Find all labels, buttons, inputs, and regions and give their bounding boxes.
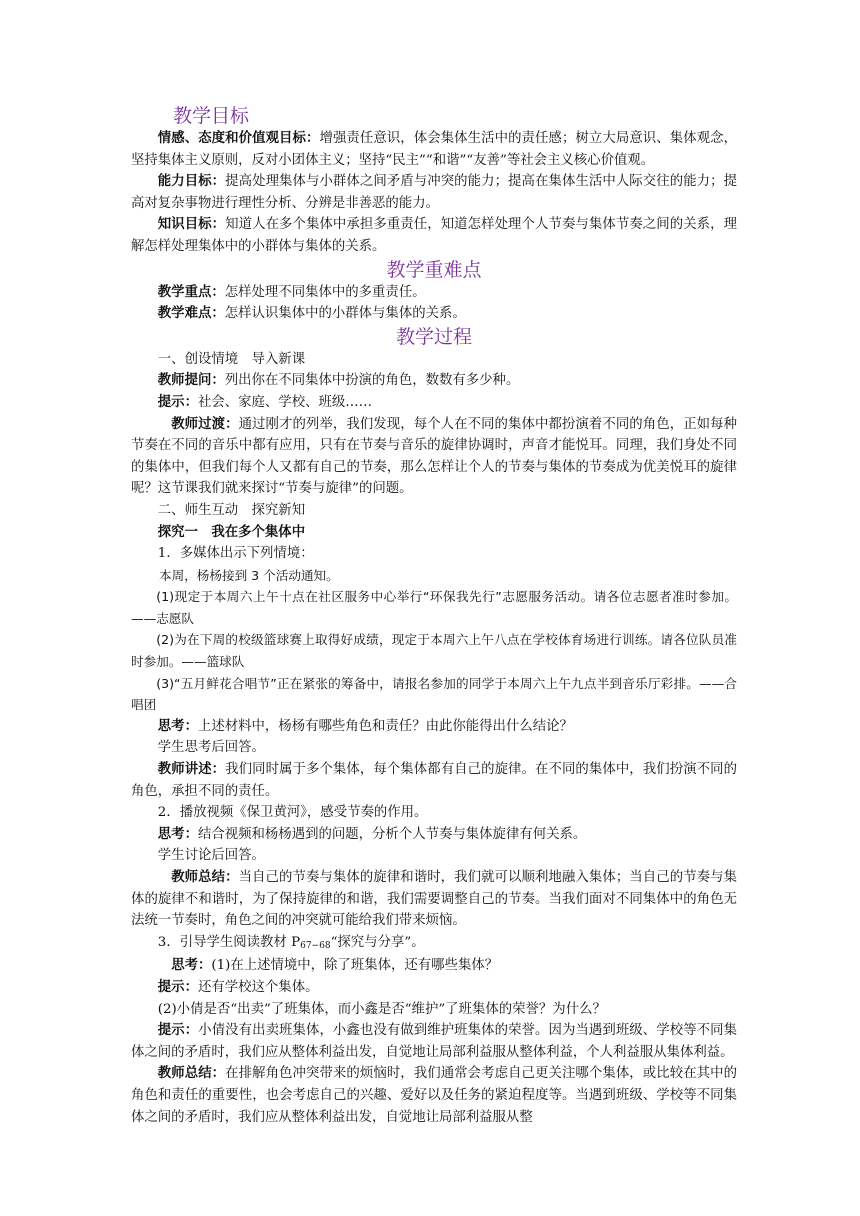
think-three-text: (1)在上述情境中，除了班集体，还有哪些集体？ bbox=[211, 958, 499, 974]
hint-two-text: 还有学校这个集体。 bbox=[197, 979, 319, 995]
step-two: 二、师生互动 探究新知 bbox=[157, 502, 306, 518]
heading-teaching-goals: 教学目标 bbox=[173, 105, 250, 127]
key-difficulty-text: 怎样认识集体中的小群体与集体的关系。 bbox=[224, 306, 466, 322]
scene-choir: (3)“五月鲜花合唱节”正在紧张的筹备中，请报名参加的同学于本周六上午九点半到音乐厅彩排。——合唱团 bbox=[131, 675, 737, 713]
hint-three bbox=[131, 1020, 737, 1063]
goal-knowledge-label: 知识目标： bbox=[157, 216, 226, 233]
teacher-lecture-label: 教师讲述： bbox=[157, 761, 226, 778]
think-one-label: 思考： bbox=[157, 717, 198, 734]
explore-one-title bbox=[131, 522, 737, 544]
key-difficulty bbox=[131, 303, 737, 325]
teacher-question bbox=[131, 370, 737, 392]
item-three-pre: 3．引导学生阅读教材 P bbox=[157, 934, 301, 950]
item-two: 2．播放视频《保卫黄河》，感受节奏的作用。 bbox=[157, 805, 428, 821]
teacher-question-text: 列出你在不同集体中扮演的角色，数数有多少种。 bbox=[224, 373, 520, 389]
step-one: 一、创设情境 导入新课 bbox=[157, 351, 306, 367]
think-two bbox=[131, 824, 737, 846]
teacher-question-label: 教师提问： bbox=[157, 372, 225, 389]
answer-one: 学生思考后回答。 bbox=[157, 740, 265, 756]
item-one: 1．多媒体出示下列情境： bbox=[157, 546, 314, 562]
goal-emotion-label: 情感、态度和价值观目标： bbox=[157, 130, 320, 146]
teacher-lecture bbox=[131, 759, 737, 802]
explore-one-label: 探究一 我在多个集体中 bbox=[157, 523, 306, 540]
heading-teaching-process: 教学过程 bbox=[395, 325, 472, 348]
goal-emotion bbox=[131, 128, 737, 171]
key-difficulty-label: 教学难点： bbox=[157, 305, 225, 322]
hint-one-label: 提示： bbox=[157, 393, 198, 410]
goal-knowledge bbox=[131, 214, 737, 257]
teacher-summary-one bbox=[131, 867, 737, 932]
teacher-summary-two bbox=[131, 1063, 737, 1128]
hint-two-label: 提示： bbox=[157, 978, 198, 995]
teacher-summary-two-label: 教师总结： bbox=[157, 1065, 226, 1082]
think-two-label: 思考： bbox=[157, 825, 198, 842]
goal-ability-label: 能力目标： bbox=[157, 173, 226, 190]
question-two: (2)小倩是否“出卖”了班集体，而小鑫是否“维护”了班集体的荣誉？为什么？ bbox=[157, 1001, 606, 1017]
teacher-transition bbox=[131, 414, 737, 500]
think-one-text: 上述材料中，杨杨有哪些角色和责任？由此你能得出什么结论？ bbox=[197, 718, 573, 734]
think-three bbox=[131, 955, 737, 977]
lesson-plan-body bbox=[131, 104, 737, 1128]
goal-ability-text: 提高处理集体与小群体之间矛盾与冲突的能力；提高在集体生活中人际交往的能力；提高对复杂事物进行理性分析、分辨是非善恶的能力。 bbox=[131, 174, 737, 211]
hint-three-text: 小倩没有出卖班集体，小鑫也没有做到维护班集体的荣誉。因为当遇到班级、学校等不同集体之间的矛盾时，我们应从整体利益出发，自觉地让局部利益服从整体利益，个人利益服从集体利益。 bbox=[131, 1023, 738, 1060]
teacher-transition-label: 教师过渡： bbox=[171, 415, 239, 432]
scene-volunteer: (1)现定于本周六上午十点在社区服务中心举行“环保我先行”志愿服务活动。请各位志愿者准时参加。——志愿队 bbox=[131, 589, 737, 626]
hint-three-label: 提示： bbox=[157, 1022, 199, 1039]
key-focus-text: 怎样处理不同集体中的多重责任。 bbox=[224, 284, 426, 300]
scene-intro: 本周，杨杨接到 3 个活动通知。 bbox=[159, 567, 339, 583]
hint-one bbox=[131, 392, 737, 414]
heading-key-points: 教学重难点 bbox=[386, 258, 482, 281]
teacher-summary-one-text: 当自己的节奏与集体的旋律和谐时，我们就可以顺利地融入集体；当自己的节奏与集体的旋律不和谐时，为了保持旋律的和谐，我们需要调整自己的节奏。当我们面对不同集体中的角色无法统一节奏时，角色之间的冲突就可能给我们带来烦恼。 bbox=[131, 870, 738, 929]
key-focus bbox=[131, 282, 737, 304]
hint-two bbox=[131, 977, 737, 999]
teacher-lecture-text: 我们同时属于多个集体，每个集体都有自己的旋律。在不同的集体中，我们扮演不同的角色，承担不同的责任。 bbox=[131, 762, 737, 799]
item-three-page-range: 67−68 bbox=[300, 940, 331, 951]
item-three bbox=[131, 932, 737, 956]
scene-basketball: (2)为在下周的校级篮球赛上取得好成绩，现定于本周六上午八点在学校体育场进行训练。请各位队员准时参加。——篮球队 bbox=[131, 632, 737, 670]
think-one bbox=[131, 716, 737, 738]
think-three-label: 思考： bbox=[171, 957, 212, 974]
teacher-summary-two-text: 在排解角色冲突带来的烦恼时，我们通常会考虑自己更关注哪个集体，或比较在其中的角色和责任的重要性，也会考虑自己的兴趣、爱好以及任务的紧迫程度等。当遇到班级、学校等不同集体之间的矛盾时，我们应从整体利益出发，自觉地让局部利益服从整 bbox=[131, 1066, 737, 1125]
think-two-text: 结合视频和杨杨遇到的问题，分析个人节奏与集体旋律有何关系。 bbox=[197, 826, 587, 842]
teacher-summary-one-label: 教师总结： bbox=[171, 869, 239, 885]
goal-knowledge-text: 知道人在多个集体中承担多重责任，知道怎样处理个人节奏与集体节奏之间的关系，理解怎样处理集体中的小群体与集体的关系。 bbox=[131, 217, 737, 254]
item-three-post: “探究与分享”。 bbox=[330, 934, 425, 950]
goal-emotion-text: 增强责任意识，体会集体生活中的责任感；树立大局意识、集体观念，坚持集体主义原则，反对小团体主义；坚持“民主”“和谐”“友善”等社会主义核心价值观。 bbox=[131, 131, 738, 168]
goal-ability bbox=[131, 171, 737, 214]
teacher-transition-text: 通过刚才的列举，我们发现，每个人在不同的集体中都扮演着不同的角色，正如每种节奏在不同的音乐中都有应用，只有在节奏与音乐的旋律协调时，声音才能悦耳。同理，我们身处不同的集体中，但我们每个人又都有自己的节奏，那么怎样让个人的节奏与集体的节奏成为优美悦耳的旋律呢？这节课我们就来探讨“节奏与旋律”的问题。 bbox=[131, 416, 738, 497]
hint-one-text: 社会、家庭、学校、班级…… bbox=[197, 394, 373, 410]
key-focus-label: 教学重点： bbox=[157, 283, 225, 300]
answer-two: 学生讨论后回答。 bbox=[157, 848, 265, 864]
